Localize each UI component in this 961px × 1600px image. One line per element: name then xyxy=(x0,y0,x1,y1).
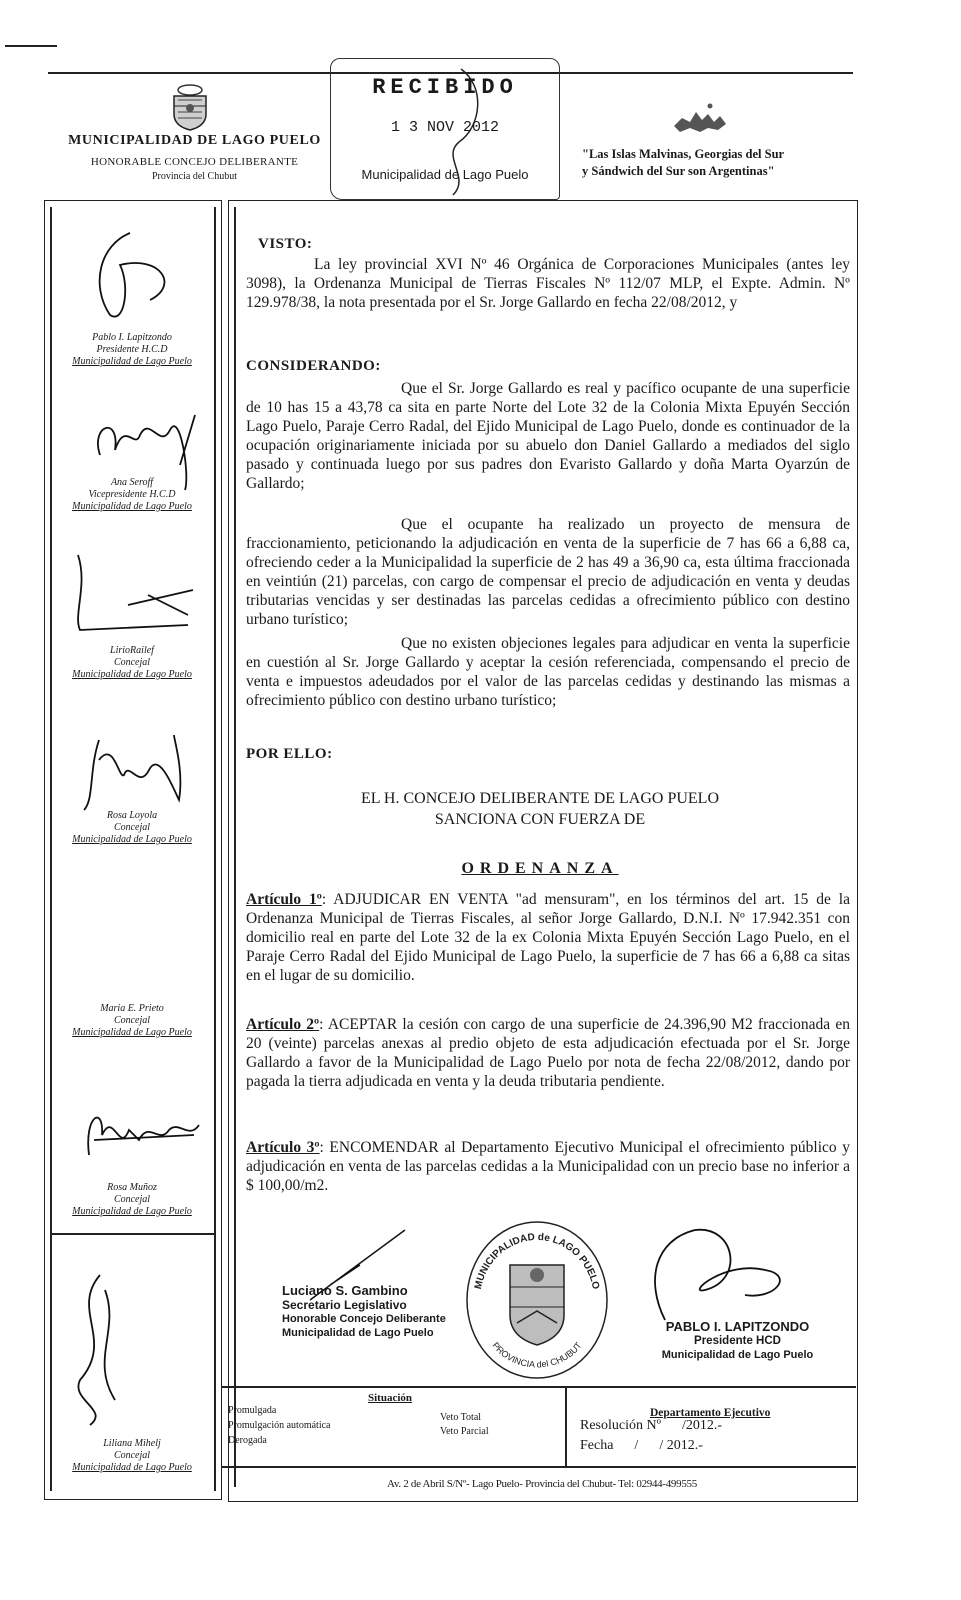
article-2-text: : ACEPTAR la cesión con cargo de una superficie de 24.396,90 M2 fraccionada en 20 (veinte) parcelas anexas al predio objeto de esta adjudicación efectuada por el Sr. Jorge Gallardo a favor de la Municipalidad de Lago Puelo por nota de fecha 22/08/2012, dando por pagada la tierra adjudicada en venta y la deuda tributaria pendiente. xyxy=(246,1016,851,1090)
signer-role: Concejal xyxy=(113,1194,151,1205)
sanciona-line1: EL H. CONCEJO DELIBERANTE DE LAGO PUELO xyxy=(360,790,720,807)
sidebar-signer-3 xyxy=(52,645,212,681)
signature-munoz xyxy=(74,1095,204,1170)
signer-role: Presidente H.C.D xyxy=(96,344,168,355)
signature-loyola xyxy=(74,730,194,815)
sanciona-line2: SANCIONA CON FUERZA DE xyxy=(434,811,646,828)
footer-box-top xyxy=(222,1386,856,1388)
article-3-label: Artículo 3º xyxy=(246,1139,320,1156)
malvinas-line2: y Sándwich del Sur son Argentinas" xyxy=(582,164,775,178)
coat-of-arms-icon xyxy=(168,82,212,132)
signer-muni: Municipalidad de Lago Puelo xyxy=(72,501,192,512)
signature-lapitzondo-president xyxy=(625,1220,815,1330)
derogada-label: Derogada xyxy=(228,1435,267,1446)
signer-role: Vicepresidente H.C.D xyxy=(88,489,176,500)
resolucion-label: Resolución Nº /2012.- xyxy=(580,1418,722,1433)
top-mark xyxy=(5,45,57,47)
signature-lapitzondo xyxy=(70,225,190,335)
signer-role: Concejal xyxy=(113,822,151,833)
article-1-label: Artículo 1º xyxy=(246,891,322,908)
signer-muni: Municipalidad de Lago Puelo xyxy=(72,1462,192,1473)
province-label: Provincia del Chubut xyxy=(152,171,237,182)
secretario-org: Honorable Concejo Deliberante xyxy=(282,1313,446,1325)
presidente-block xyxy=(650,1320,825,1362)
secretario-block xyxy=(282,1284,472,1340)
promulgacion-auto-label: Promulgación automática xyxy=(228,1420,331,1431)
signer-role: Concejal xyxy=(113,1450,151,1461)
signer-name: Rosa Loyola xyxy=(106,810,158,821)
sidebar-divider xyxy=(50,1233,214,1235)
situacion-title: Situación xyxy=(368,1392,413,1404)
visto-text: La ley provincial XVI Nº 46 Orgánica de Corporaciones Municipales (antes ley 3098), la Ordenanza Municipal de Tierras Fiscales Nº 112/07 MLP, el Expte. Admin. Nº 129.978/38, la nota presentada por el Sr. Jorge Gallardo en fecha 22/08/2012, y xyxy=(246,256,850,311)
signer-role: Concejal xyxy=(113,657,151,668)
received-stamp xyxy=(330,58,560,200)
promulgada-label: Promulgada xyxy=(228,1405,277,1416)
sidebar-signer-6 xyxy=(52,1182,212,1218)
stamp-title: RECIBIDO xyxy=(372,75,518,100)
visto-heading: VISTO: xyxy=(258,236,313,252)
article-3-text: : ENCOMENDAR al Departamento Ejecutivo Municipal el ofrecimiento público y adjudicación en venta de las parcelas cedidas a la Municipalidad con un precio base no inferior a $ 100,00/m2. xyxy=(246,1139,850,1194)
signer-muni: Municipalidad de Lago Puelo xyxy=(72,1027,192,1038)
seal-top-text: MUNICIPALIDAD de LAGO PUELO xyxy=(472,1231,602,1291)
sidebar-signer-1 xyxy=(52,332,212,368)
signature-mihelj xyxy=(60,1270,140,1430)
main-inner-rule xyxy=(234,207,236,1487)
article-2 xyxy=(246,1015,850,1091)
presidente-muni: Municipalidad de Lago Puelo xyxy=(661,1349,814,1361)
presidente-name: PABLO I. LAPITZONDO xyxy=(665,1319,810,1334)
ordenanza-title: ORDENANZA xyxy=(461,860,619,877)
signer-muni: Municipalidad de Lago Puelo xyxy=(72,1206,192,1217)
secretario-role: Secretario Legislativo xyxy=(282,1298,407,1312)
article-1 xyxy=(246,890,850,985)
article-2-label: Artículo 2º xyxy=(246,1016,320,1033)
considerando-1: Que el Sr. Jorge Gallardo es real y pacífico ocupante de una superficie de 10 has 15 a 43,78 ca sita en parte Norte del Lote 32 de la Colonia Mixta Epuyén Sección Lago Puelo, Paraje Cerro Radal, del Ejido Municipal de Lago Puelo, donde es continuador de la ocupación originariamente iniciada por su abuelo don Daniel Gallardo a mediados del siglo pasado y continuada luego por sus padres don Evaristo Gallardo y doña Marta Oyarzún de Gallardo; xyxy=(246,380,850,492)
seal-bottom-text: PROVINCIA del CHUBUT xyxy=(490,1340,584,1370)
stamp-date: 1 3 NOV 2012 xyxy=(390,119,500,136)
porello-heading: POR ELLO: xyxy=(246,746,333,762)
sidebar-signer-2 xyxy=(52,477,212,513)
article-1-text: : ADJUDICAR EN VENTA "ad mensuram", en los términos del art. 15 de la Ordenanza Municipal de Tierras Fiscales, al señor Jorge Gallardo, D.N.I. Nº 17.942.351 con domicilio real en parte del Lote 32 de la ex Colonia Mixta Epuyén Sección Lago Puelo, en el Paraje Cerro Radal del Ejido Municipal de Lago Puelo, la superficie de 7 has 66 a 6,88 ca sitas en el lugar de su domicilio. xyxy=(246,891,850,984)
malvinas-line1: "Las Islas Malvinas, Georgias del Sur xyxy=(582,147,785,161)
municipal-seal xyxy=(462,1215,612,1385)
fecha-label: Fecha / / 2012.- xyxy=(580,1438,703,1453)
signer-role: Concejal xyxy=(113,1015,151,1026)
considerando-2: Que el ocupante ha realizado un proyecto de mensura de fraccionamiento, peticionando la adjudicación en venta de la superficie de 7 has 66 a 6,88 ca, ofreciendo ceder a la Municipalidad la superficie de 2 has 49 a 36,90 ca, esta última fraccionada en veintiún (21) parcelas, con cargo de compensar el precio de adjudicación en venta y deudas tributarias vencidas y ser destinadas las parcelas cedidas a ofrecimiento público con destino urbano turístico; xyxy=(246,516,850,628)
considerando-heading: CONSIDERANDO: xyxy=(246,358,381,374)
stamp-signature xyxy=(431,67,491,197)
sidebar-signer-5 xyxy=(52,1003,212,1039)
signer-name: LirioRailef xyxy=(110,645,154,656)
signer-muni: Municipalidad de Lago Puelo xyxy=(72,356,192,367)
stamp-place: Municipalidad de Lago Puelo xyxy=(361,167,529,182)
sidebar-signer-4 xyxy=(52,810,212,846)
footer-box-bottom xyxy=(222,1466,856,1468)
signer-name: Maria E. Prieto xyxy=(100,1003,164,1014)
secretario-name: Luciano S. Gambino xyxy=(282,1283,408,1298)
footer-box-divider xyxy=(565,1386,567,1466)
address-line: Av. 2 de Abril S/Nº- Lago Puelo- Provincia del Chubut- Tel: 02944-499555 xyxy=(387,1478,697,1490)
signer-muni: Municipalidad de Lago Puelo xyxy=(72,834,192,845)
considerando-3: Que no existen objeciones legales para adjudicar en venta la superficie en cuestión al Sr. Jorge Gallardo y aceptar la cesión referenciada, compensando el precio de venta e impuestos adeudados por el valor de las parcelas cedidas y destinando las mismas a ofrecimiento público con destino urbano turístico; xyxy=(246,635,850,709)
veto-parcial-label: Veto Parcial xyxy=(440,1426,489,1437)
article-3 xyxy=(246,1138,850,1195)
secretario-muni: Municipalidad de Lago Puelo xyxy=(282,1327,434,1339)
presidente-role: Presidente HCD xyxy=(694,1335,781,1347)
signer-name: Pablo I. Lapitzondo xyxy=(92,332,172,343)
veto-total-label: Veto Total xyxy=(440,1412,482,1423)
malvinas-map-icon xyxy=(670,100,730,136)
signer-name: Rosa Muñoz xyxy=(107,1182,157,1193)
muni-title: MUNICIPALIDAD DE LAGO PUELO xyxy=(68,133,321,148)
signer-name: Liliana Mihelj xyxy=(103,1438,161,1449)
signer-muni: Municipalidad de Lago Puelo xyxy=(72,669,192,680)
signer-name: Ana Seroff xyxy=(110,477,154,488)
council-title: HONORABLE CONCEJO DELIBERANTE xyxy=(90,156,299,168)
signature-railef xyxy=(68,545,203,640)
sidebar-signer-7 xyxy=(52,1438,212,1474)
sidebar-inner-rule xyxy=(50,207,52,1491)
depto-title: Departamento Ejecutivo xyxy=(650,1407,771,1419)
